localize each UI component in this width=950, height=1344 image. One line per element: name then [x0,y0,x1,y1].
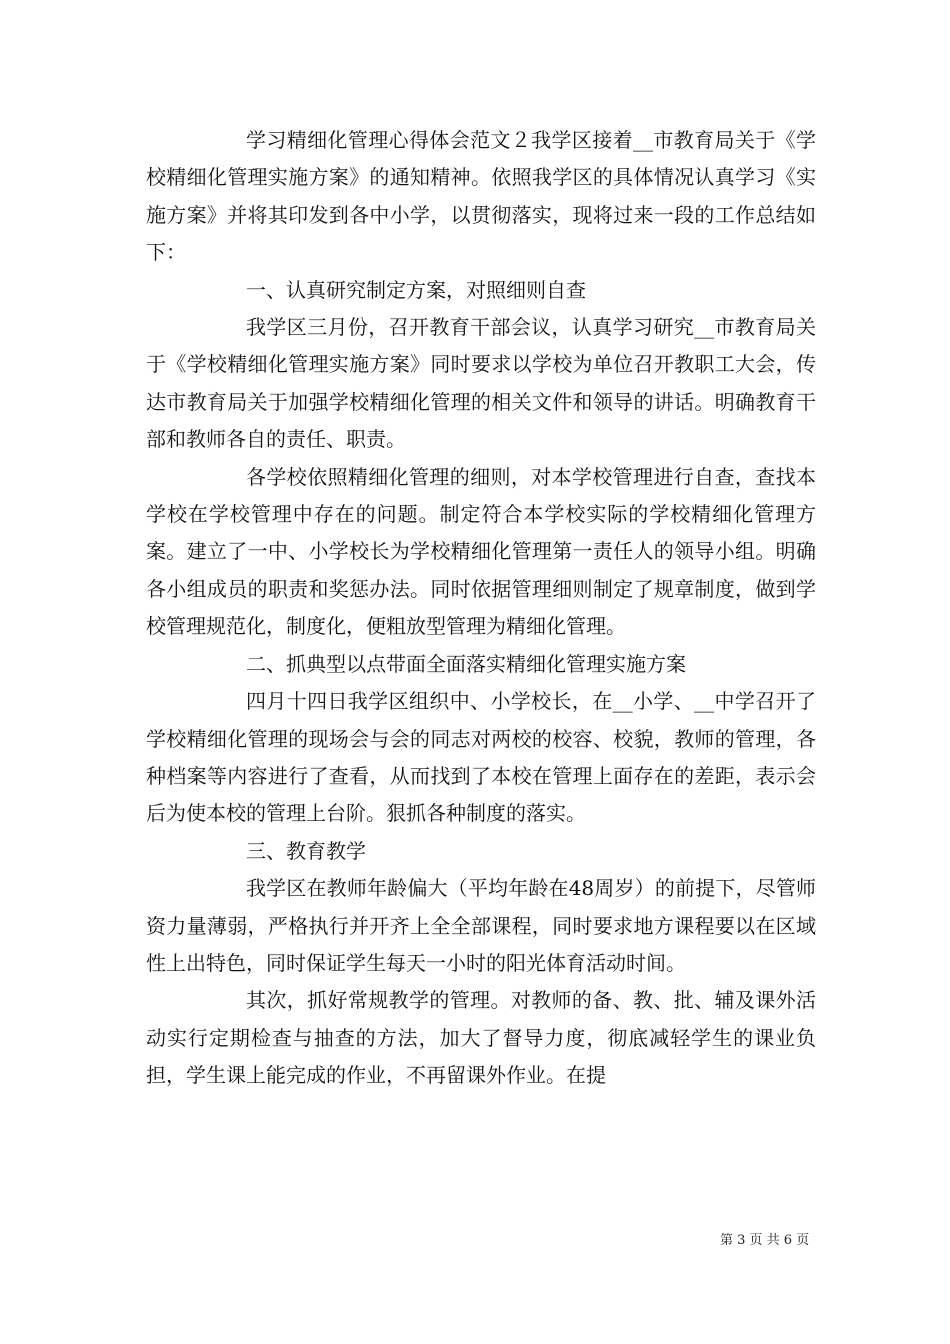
section-heading-1: 一、认真研究制定方案，对照细则自查 [246,277,586,302]
paragraph-section2-onsite: 四月十四日我学区组织中、小学校长，在__小学、__中学召开了学校精细化管理的现场会与会的同志对两校的校容、校貌，教师的管理，各种档案等内容进行了查看，从而找到了本校在管理上面存在的差距，表示会后为使本校的管理上台阶。狠抓各种制度的落实。 [146,689,816,826]
section-heading-2: 二、抓典型以点带面全面落实精细化管理实施方案 [246,651,686,676]
paragraph-intro: 学习精细化管理心得体会范文２我学区接着__市教育局关于《学校精细化管理实施方案》的通知精神。依照我学区的具体情况认真学习《实施方案》并将其印发到各中小学，以贯彻落实，现将过来一段的工作总结如下： [146,128,816,265]
page-number-footer [720,1232,809,1250]
page-number-label: 第 3 页 共 6 页 [720,1233,810,1248]
section-heading-3: 三、教育教学 [246,838,366,863]
document-body [146,122,816,1095]
paragraph-section3-curriculum: 我学区在教师年龄偏大（平均年龄在48周岁）的前提下，尽管师资力量薄弱，严格执行并开齐上全全部课程，同时要求地方课程要以在区域性上出特色，同时保证学生每天一小时的阳光体育活动时间。 [146,876,816,975]
paragraph-section1-meeting: 我学区三月份，召开教育干部会议，认真学习研究__市教育局关于《学校精细化管理实施方案》同时要求以学校为单位召开教职工大会，传达市教育局关于加强学校精细化管理的相关文件和领导的讲话。明确教育干部和教师各自的责任、职责。 [146,315,816,452]
paragraph-section3-routine: 其次，抓好常规教学的管理。对教师的备、教、批、辅及课外活动实行定期检查与抽查的方法，加大了督导力度，彻底减轻学生的课业负担，学生课上能完成的作业，不再留课外作业。在提 [146,988,816,1088]
paragraph-section1-selfcheck: 各学校依照精细化管理的细则，对本学校管理进行自查，查找本学校在学校管理中存在的问题。制定符合本学校实际的学校精细化管理方案。建立了一中、小学校长为学校精细化管理第一责任人的领导小组。明确各小组成员的职责和奖惩办法。同时依据管理细则制定了规章制度，做到学校管理规范化，制度化，便粗放型管理为精细化管理。 [146,464,816,639]
